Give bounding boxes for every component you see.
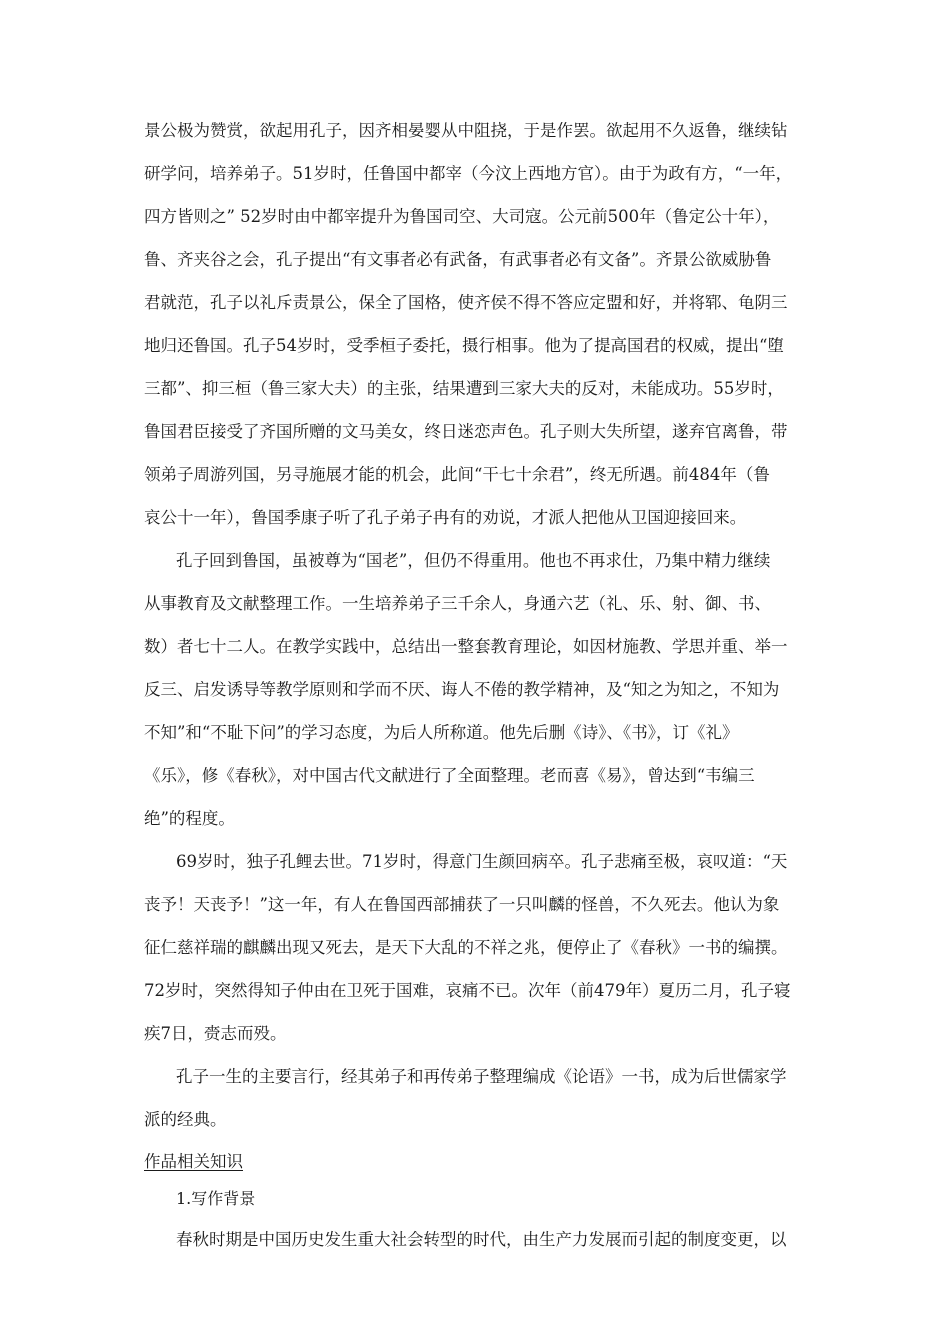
text-line: 72岁时，突然得知子仲由在卫死于国难，哀痛不已。次年（前479年）夏历二月，孔子寝 <box>144 981 791 1000</box>
text-line: 从事教育及文献整理工作。一生培养弟子三千余人，身通六艺（礼、乐、射、御、书、 <box>144 594 771 613</box>
text-line: 地归还鲁国。孔子54岁时，受季桓子委托，摄行相事。他为了提高国君的权威，提出“堕 <box>144 336 784 355</box>
text-line: 孔子一生的主要言行，经其弟子和再传弟子整理编成《论语》一书，成为后世儒家学 <box>176 1067 787 1086</box>
text-line: 春秋时期是中国历史发生重大社会转型的时代，由生产力发展而引起的制度变更，以 <box>176 1230 787 1249</box>
text-line: 疾7日，赍志而殁。 <box>144 1024 287 1043</box>
text-line: 鲁国君臣接受了齐国所赠的文马美女，终日迷恋声色。孔子则大失所望，遂弃官离鲁，带 <box>144 422 788 441</box>
text-line: 69岁时，独子孔鲤去世。71岁时，得意门生颜回病卒。孔子悲痛至极，哀叹道：“天 <box>176 852 788 871</box>
text-line: 征仁慈祥瑞的麒麟出现又死去，是天下大乱的不祥之兆，便停止了《春秋》一书的编撰。 <box>144 938 788 957</box>
text-line: 研学问，培养弟子。51岁时，任鲁国中都宰（今汶上西地方官）。由于为政有方，“一年， <box>144 164 793 183</box>
text-line: 《乐》，修《春秋》，对中国古代文献进行了全面整理。老而喜《易》，曾达到“韦编三 <box>144 766 755 785</box>
text-line: 反三、启发诱导等教学原则和学而不厌、诲人不倦的教学精神，及“知之为知之，不知为 <box>144 680 780 699</box>
text-line: 派的经典。 <box>144 1110 227 1129</box>
text-line: 君就范，孔子以礼斥责景公，保全了国格，使齐侯不得不答应定盟和好，并将郓、龟阴三 <box>144 293 788 312</box>
text-line: 四方皆则之” 52岁时由中都宰提升为鲁国司空、大司寇。公元前500年（鲁定公十年）， <box>144 207 780 226</box>
text-line: 鲁、齐夹谷之会，孔子提出“有文事者必有武备，有武事者必有文备”。齐景公欲威胁鲁 <box>144 250 772 269</box>
text-line: 三都”、抑三桓（鲁三家大夫）的主张，结果遭到三家大夫的反对，未能成功。55岁时， <box>144 379 784 398</box>
section-heading: 作品相关知识 <box>144 1152 243 1171</box>
subsection-heading: 1.写作背景 <box>176 1189 256 1208</box>
text-line: 哀公十一年），鲁国季康子听了孔子弟子冉有的劝说，才派人把他从卫国迎接回来。 <box>144 508 747 527</box>
text-line: 孔子回到鲁国，虽被尊为“国老”，但仍不得重用。他也不再求仕，乃集中精力继续 <box>176 551 771 570</box>
text-line: 领弟子周游列国，另寻施展才能的机会，此间“干七十余君”，终无所遇。前484年（鲁 <box>144 465 770 484</box>
text-line: 绝”的程度。 <box>144 809 235 828</box>
text-line: 数）者七十二人。在教学实践中，总结出一整套教育理论，如因材施教、学思并重、举一 <box>144 637 788 656</box>
text-line: 景公极为赞赏，欲起用孔子，因齐相晏婴从中阻挠，于是作罢。欲起用不久返鲁，继续钻 <box>144 121 788 140</box>
text-line: 不知”和“不耻下问”的学习态度，为后人所称道。他先后删《诗》、《书》，订《礼》 <box>144 723 739 742</box>
text-line: 丧予！天丧予！”这一年，有人在鲁国西部捕获了一只叫麟的怪兽，不久死去。他认为象 <box>144 895 780 914</box>
